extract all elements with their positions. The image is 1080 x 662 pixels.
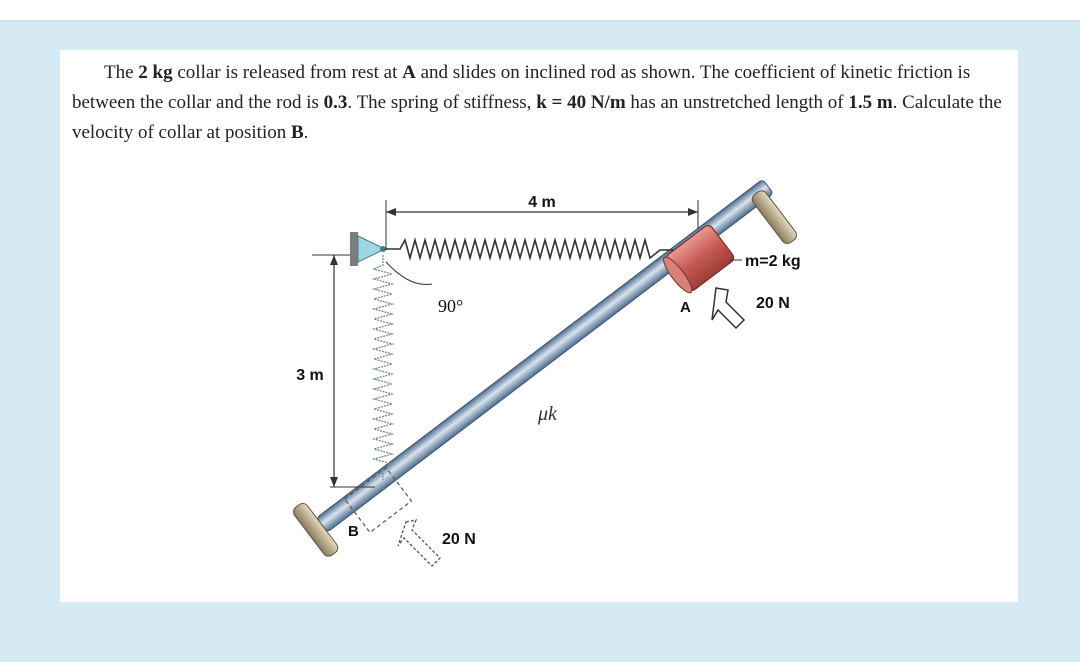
- angle-label: 90°: [438, 296, 464, 316]
- dimension-3m: [330, 255, 338, 487]
- stiffness-value: k = 40 N/m: [536, 92, 626, 113]
- friction-coefficient-label: μk: [538, 403, 557, 425]
- mass-label: m=2 kg: [745, 253, 801, 270]
- point-b: B: [290, 122, 304, 143]
- dim-label-4m: 4 m: [528, 194, 556, 211]
- mu-value: 0.3: [323, 92, 348, 113]
- dim-label-3m: 3 m: [296, 367, 324, 384]
- mass-value: 2 kg: [138, 62, 173, 83]
- label-point-b: B: [348, 523, 359, 540]
- label-point-a: A: [680, 299, 691, 316]
- force-label-bottom: 20 N: [442, 531, 476, 548]
- problem-card: [60, 50, 1018, 602]
- length-value: 1.5 m: [848, 92, 893, 113]
- problem-text: The 2 kg collar is released from rest at A and slides on inclined rod as shown. The coefficient of kinetic friction is between the collar and the rod is 0.3. The spring of stiffness, k = 40 N/m has an unstretched length of 1.5 m. Calculate the velocity of collar at position B.: [72, 62, 1002, 143]
- collar-rod-figure: [60, 50, 1018, 602]
- top-strip: [0, 0, 1080, 22]
- point-a: A: [402, 62, 416, 83]
- force-label-top: 20 N: [756, 295, 790, 312]
